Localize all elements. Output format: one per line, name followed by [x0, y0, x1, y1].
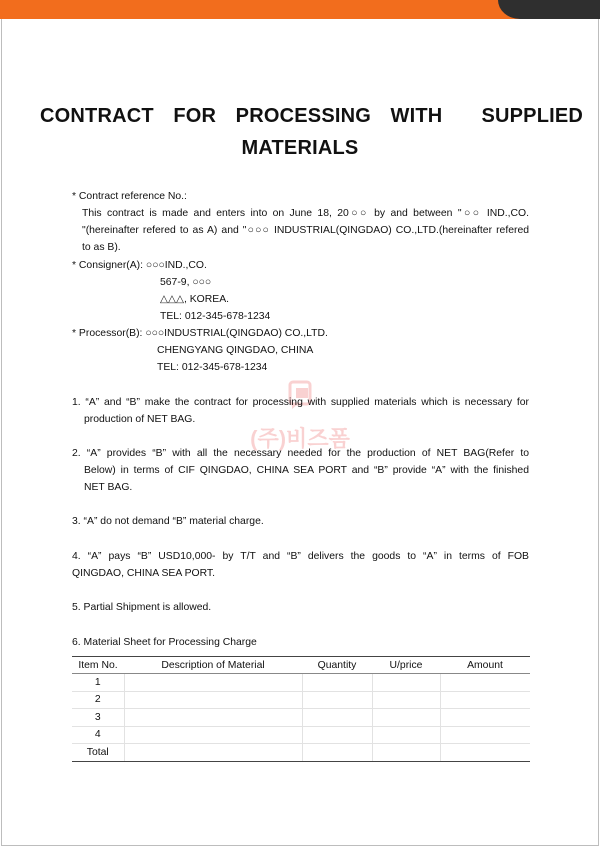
description-cell — [124, 744, 302, 762]
watermark-text: (주)비즈폼 — [250, 426, 350, 451]
total-label: Total — [72, 744, 124, 762]
top-dark-tab — [498, 0, 600, 19]
title-line-1: CONTRACT FOR PROCESSING WITH SUPPLIED — [40, 105, 584, 127]
consigner-address-2: △△△, KOREA. — [160, 294, 230, 305]
quantity-cell — [302, 709, 372, 727]
header-quantity: Quantity — [302, 657, 372, 674]
description-cell — [124, 726, 302, 744]
quantity-cell — [302, 726, 372, 744]
consigner-address-1: 567-9, ○○○ — [160, 277, 212, 288]
unit-price-cell — [372, 709, 440, 727]
table-row — [72, 691, 530, 709]
description-cell — [124, 674, 302, 692]
contract-reference-line-2: "(hereinafter refered to as A) and "○○○ INDUSTRIAL(QINGDAO) CO.,LTD.(hereinafter refered — [82, 225, 529, 236]
clause-2-line-1: 2. “A” provides “B” with all the necessary needed for the production of NET BAG(Refer to — [72, 448, 529, 459]
unit-price-cell — [372, 744, 440, 762]
amount-cell — [440, 691, 530, 709]
table-row — [72, 726, 530, 744]
header-amount: Amount — [440, 657, 530, 674]
clause-4-line-1: 4. “A” pays “B” USD10,000- by T/T and “B” delivers the goods to “A” in terms of FOB — [72, 551, 529, 562]
description-cell — [124, 691, 302, 709]
quantity-cell — [302, 691, 372, 709]
clause-3: 3. “A” do not demand “B” material charge. — [72, 516, 264, 527]
quantity-cell — [302, 674, 372, 692]
document-title — [40, 100, 584, 164]
processor-label: * Processor(B): ○○○INDUSTRIAL(QINGDAO) CO.,LTD. — [72, 328, 328, 339]
amount-cell — [440, 726, 530, 744]
unit-price-cell — [372, 726, 440, 744]
consigner-label: * Consigner(A): ○○○IND.,CO. — [72, 260, 207, 271]
item-number: 1 — [72, 674, 124, 692]
amount-cell — [440, 744, 530, 762]
clause-1-line-1: 1. “A” and “B” make the contract for processing with supplied materials which is necessary for — [72, 397, 529, 408]
description-cell — [124, 709, 302, 727]
clause-1-line-2: production of NET BAG. — [84, 414, 196, 425]
item-number: 4 — [72, 726, 124, 744]
material-sheet-table — [72, 656, 530, 762]
quantity-cell — [302, 744, 372, 762]
processor-address: CHENGYANG QINGDAO, CHINA — [157, 345, 314, 356]
table-row — [72, 709, 530, 727]
title-line-2: MATERIALS — [241, 137, 359, 159]
header-unit-price: U/price — [372, 657, 440, 674]
processor-tel: TEL: 012-345-678-1234 — [157, 362, 268, 373]
contract-reference-line-3: to as B). — [82, 242, 121, 253]
contract-reference-label: * Contract reference No.: — [72, 191, 187, 202]
table-header-row — [72, 657, 530, 674]
clause-5: 5. Partial Shipment is allowed. — [72, 602, 212, 613]
clause-4-line-2: QINGDAO, CHINA SEA PORT. — [72, 568, 216, 579]
consigner-tel: TEL: 012-345-678-1234 — [160, 311, 271, 322]
table-row — [72, 674, 530, 692]
contract-reference-line-1: This contract is made and enters into on June 18, 20○○ by and between "○○ IND.,CO. — [82, 208, 529, 219]
clause-6: 6. Material Sheet for Processing Charge — [72, 637, 257, 648]
item-number: 2 — [72, 691, 124, 709]
header-description: Description of Material — [124, 657, 302, 674]
header-item-no: Item No. — [72, 657, 124, 674]
clause-2-line-3: NET BAG. — [84, 482, 133, 493]
table-total-row — [72, 744, 530, 762]
clause-2-line-2: Below) in terms of CIF QINGDAO, CHINA SEA PORT and “B” provide “A” with the finished — [84, 465, 529, 476]
unit-price-cell — [372, 691, 440, 709]
amount-cell — [440, 674, 530, 692]
item-number: 3 — [72, 709, 124, 727]
amount-cell — [440, 709, 530, 727]
unit-price-cell — [372, 674, 440, 692]
